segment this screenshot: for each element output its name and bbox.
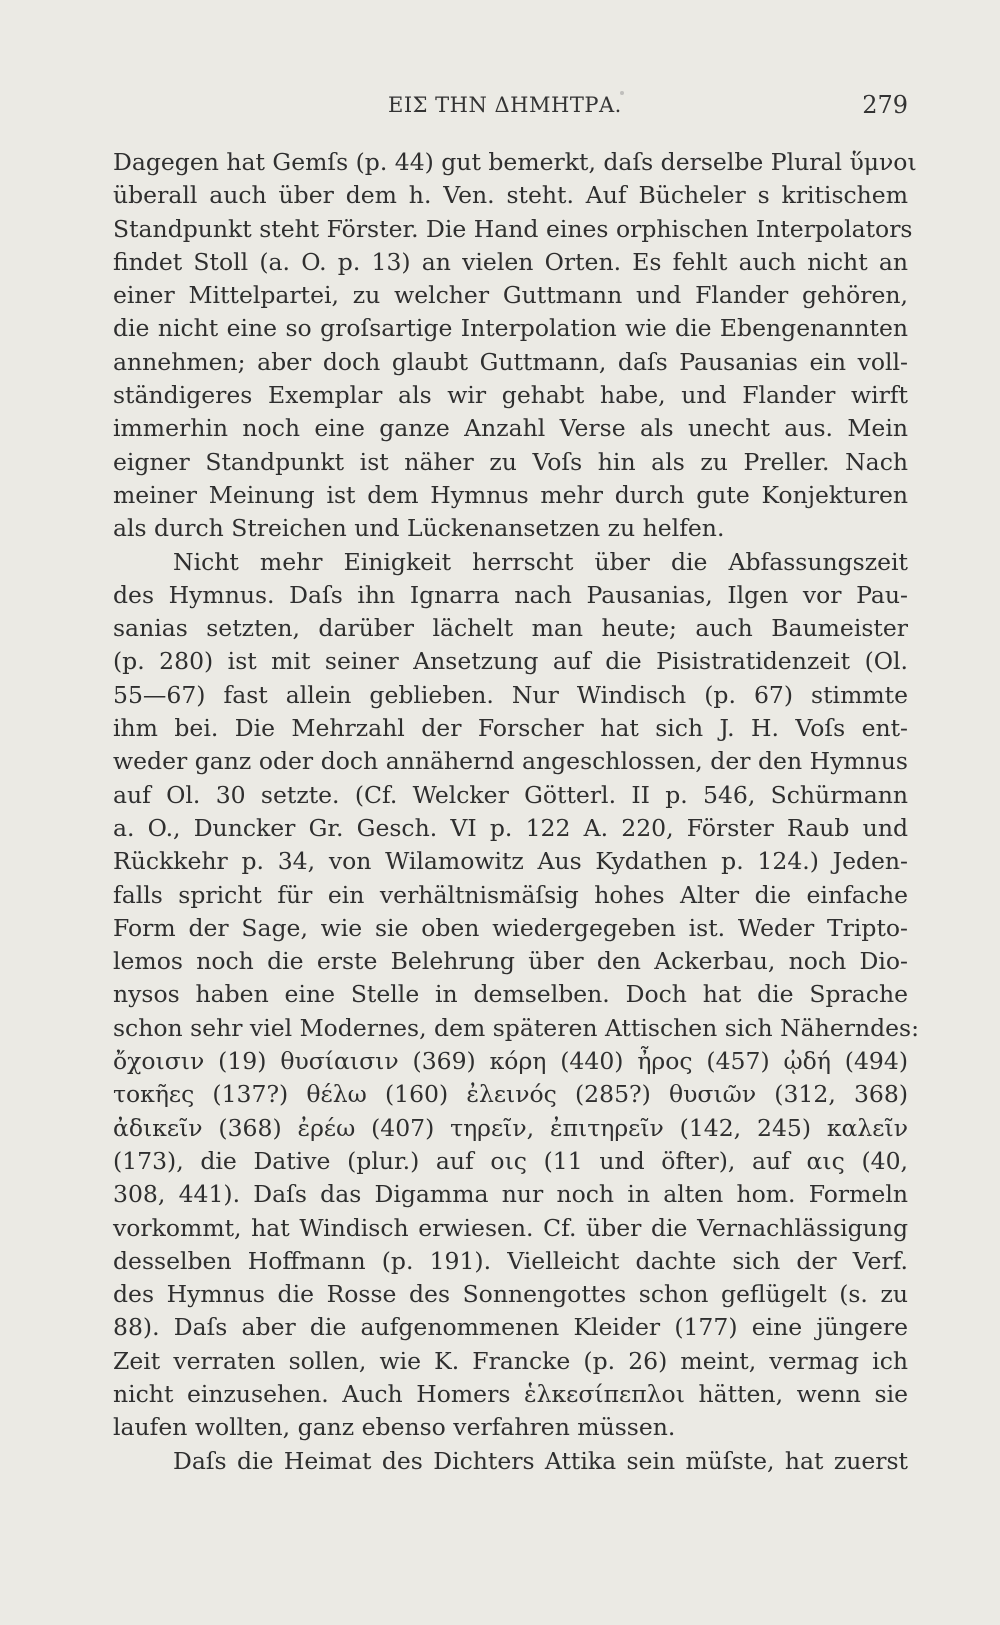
text-line: 88). Daſs aber die aufgenommenen Kleider (177) eine jüngere (113, 1313, 908, 1342)
text-line: a. O., Duncker Gr. Gesch. VI p. 122 A. 220, Förster Raub und (113, 813, 908, 842)
text-line: Dagegen hat Gemſs (p. 44) gut bemerkt, daſs derselbe Plural ὕμνοι (113, 148, 917, 176)
text-line: Nicht mehr Einigkeit herrscht über die Abfassungszeit (173, 547, 908, 576)
text-line: eigner Standpunkt ist näher zu Voſs hin als zu Preller. Nach (113, 447, 908, 476)
text-line: Daſs die Heimat des Dichters Attika sein müſste, hat zuerst (173, 1446, 908, 1475)
text-line: Form der Sage, wie sie oben wiedergegeben ist. Weder Tripto- (113, 913, 908, 942)
text-line: die nicht eine so groſsartige Interpolation wie die Ebengenannten (113, 314, 908, 343)
text-line: des Hymnus. Daſs ihn Ignarra nach Pausanias, Ilgen vor Pau- (113, 580, 908, 609)
text-line: vorkommt, hat Windisch erwiesen. Cf. über die Vernachlässigung (113, 1213, 908, 1242)
text-line: findet Stoll (a. O. p. 13) an vielen Orten. Es fehlt auch nicht an (113, 247, 908, 276)
page-header (113, 93, 908, 127)
text-line: ihm bei. Die Mehrzahl der Forscher hat sich J. H. Voſs ent- (113, 714, 908, 743)
text-line: meiner Meinung ist dem Hymnus mehr durch gute Konjekturen (113, 480, 908, 509)
text-line: nysos haben eine Stelle in demselben. Doch hat die Sprache (113, 980, 908, 1009)
text-line: desselben Hoffmann (p. 191). Vielleicht dachte sich der Verf. (113, 1246, 908, 1275)
page-number: 279 (862, 91, 908, 119)
text-line: als durch Streichen und Lückenansetzen zu helfen. (113, 514, 725, 543)
text-line: 308, 441). Daſs das Digamma nur noch in alten hom. Formeln (113, 1180, 908, 1209)
text-line: falls spricht für ein verhältnismäſsig hohes Alter die einfache (113, 880, 908, 909)
text-line: Standpunkt steht Förster. Die Hand eines orphischen Interpolators (113, 214, 913, 243)
text-line: ὄχοισιν (19) θυσίαισιν (369) κόρη (440) ἦρος (457) ᾠδή (494) (113, 1047, 908, 1076)
text-line: schon sehr viel Modernes, dem späteren Attischen sich Näherndes: (113, 1013, 920, 1042)
text-line: einer Mittelpartei, zu welcher Guttmann und Flander gehören, (113, 281, 908, 310)
body-text (113, 146, 920, 1478)
text-line: laufen wollten, ganz ebenso verfahren müssen. (113, 1413, 676, 1442)
text-line: weder ganz oder doch annähernd angeschlossen, der den Hymnus (113, 747, 908, 776)
text-line: τοκῆες (137?) θέλω (160) ἐλεινός (285?) θυσιῶν (312, 368) (113, 1080, 908, 1109)
text-line: Rückkehr p. 34, von Wilamowitz Aus Kydathen p. 124.) Jeden- (113, 847, 908, 876)
text-line: sanias setzten, darüber lächelt man heute; auch Baumeister (113, 614, 908, 643)
text-line: lemos noch die erste Belehrung über den Ackerbau, noch Dio- (113, 947, 908, 976)
running-head: ΕΙΣ ΤΗΝ ΔΗΜΗΤΡΑ. (388, 93, 622, 117)
text-line: überall auch über dem h. Ven. steht. Auf Bücheler s kritischem (113, 181, 908, 210)
text-line: 55—67) fast allein geblieben. Nur Windisch (p. 67) stimmte (113, 680, 908, 709)
text-line: ἀδικεῖν (368) ἐρέω (407) τηρεῖν, ἐπιτηρεῖν (142, 245) καλεῖν (113, 1113, 908, 1142)
text-line: auf Ol. 30 setzte. (Cf. Welcker Götterl. II p. 546, Schürmann (113, 780, 908, 809)
text-line: nicht einzusehen. Auch Homers ἑλκεσίπεπλοι hätten, wenn sie (113, 1379, 908, 1408)
text-line: ständigeres Exemplar als wir gehabt habe, und Flander wirft (113, 381, 908, 410)
text-line: annehmen; aber doch glaubt Guttmann, daſs Pausanias ein voll- (113, 347, 908, 376)
text-line: des Hymnus die Rosse des Sonnengottes schon geflügelt (s. zu (113, 1280, 908, 1309)
text-line: Zeit verraten sollen, wie K. Francke (p. 26) meint, vermag ich (113, 1346, 908, 1375)
text-line: (p. 280) ist mit seiner Ansetzung auf die Pisistratidenzeit (Ol. (113, 647, 908, 676)
text-line: (173), die Dative (plur.) auf οις (11 und öfter), auf αις (40, (113, 1146, 908, 1175)
text-line: immerhin noch eine ganze Anzahl Verse als unecht aus. Mein (113, 414, 908, 443)
